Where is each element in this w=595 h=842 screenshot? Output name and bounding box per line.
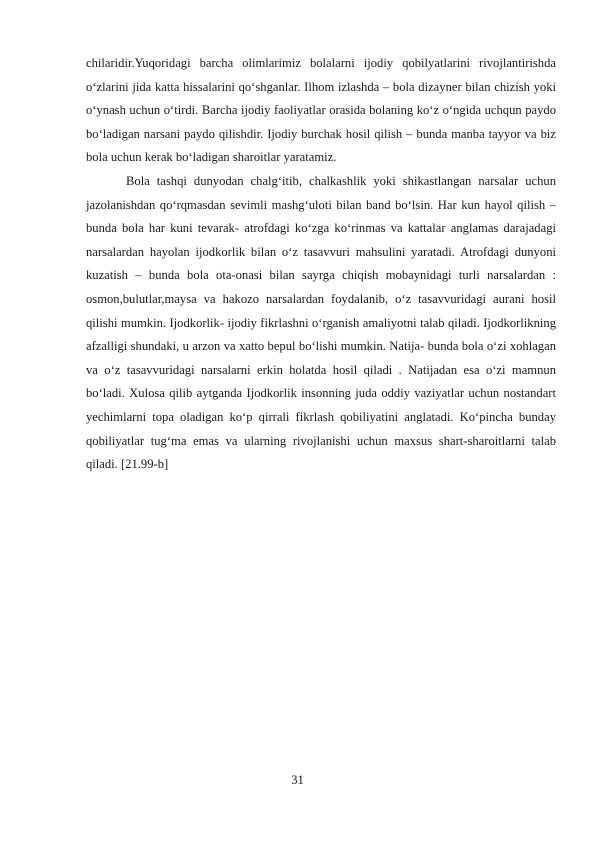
document-body xyxy=(86,52,556,477)
paragraph-main: Bola tashqi dunyodan chalg‘itib, chalkashlik yoki shikastlangan narsalar uchun jazolanishdan qo‘rqmasdan sevimli mashg‘uloti bilan band bo‘lsin. Har kun hayol qilish – bunda bola har kuni tevarak- atrofdagi ko‘zga ko‘rinmas va kattalar anglamas darajadagi narsalardan hayolan ijodkorlik bilan o‘z tasavvuri mahsulini yaratadi. Atrofdagi dunyoni kuzatish – bunda bola ota-onasi bilan sayrga chiqish mobaynidagi turli narsalardan : osmon,bulutlar,maysa va hakozo narsalardan foydalanib, o‘z tasavvuridagi aurani hosil qilishi mumkin. Ijodkorlik- ijodiy fikrlashni o‘rganish amaliyotni talab qiladi. Ijodkorlikning afzalligi shundaki, u arzon va xatto bepul bo‘lishi mumkin. Natija- bunda bola o‘zi xohlagan va o‘z tasavvuridagi narsalarni erkin holatda hosil qiladi . Natijadan esa o‘zi mamnun bo‘ladi. Xulosa qilib aytganda Ijodkorlik insonning juda oddiy vaziyatlar uchun nostandart yechimlarni topa oladigan ko‘p qirrali fikrlash qobiliyatini anglatadi. Ko‘pincha bunday qobiliyatlar tug‘ma emas va ularning rivojlanishi uchun maxsus shart-sharoitlarni talab qiladi. [21.99-b] xyxy=(86,173,556,472)
page-number: 31 xyxy=(291,773,304,787)
paragraph-continuation: chilaridir.Yuqoridagi barcha olimlarimiz bolalarni ijodiy qobilyatlarini rivojlantirishda o‘zlarini jida katta hissalarini qo‘shganlar. Ilhom izlashda – bola dizayner bilan chizish yoki o‘ynash uchun o‘tirdi. Barcha ijodiy faoliyatlar orasida bolaning ko‘z o‘ngida uchqun paydo bo‘ladigan narsani paydo qilishdir. Ijodiy burchak hosil qilish – bunda manba tayyor va biz bola uchun kerak bo‘ladigan sharoitlar yaratamiz. xyxy=(86,56,556,165)
